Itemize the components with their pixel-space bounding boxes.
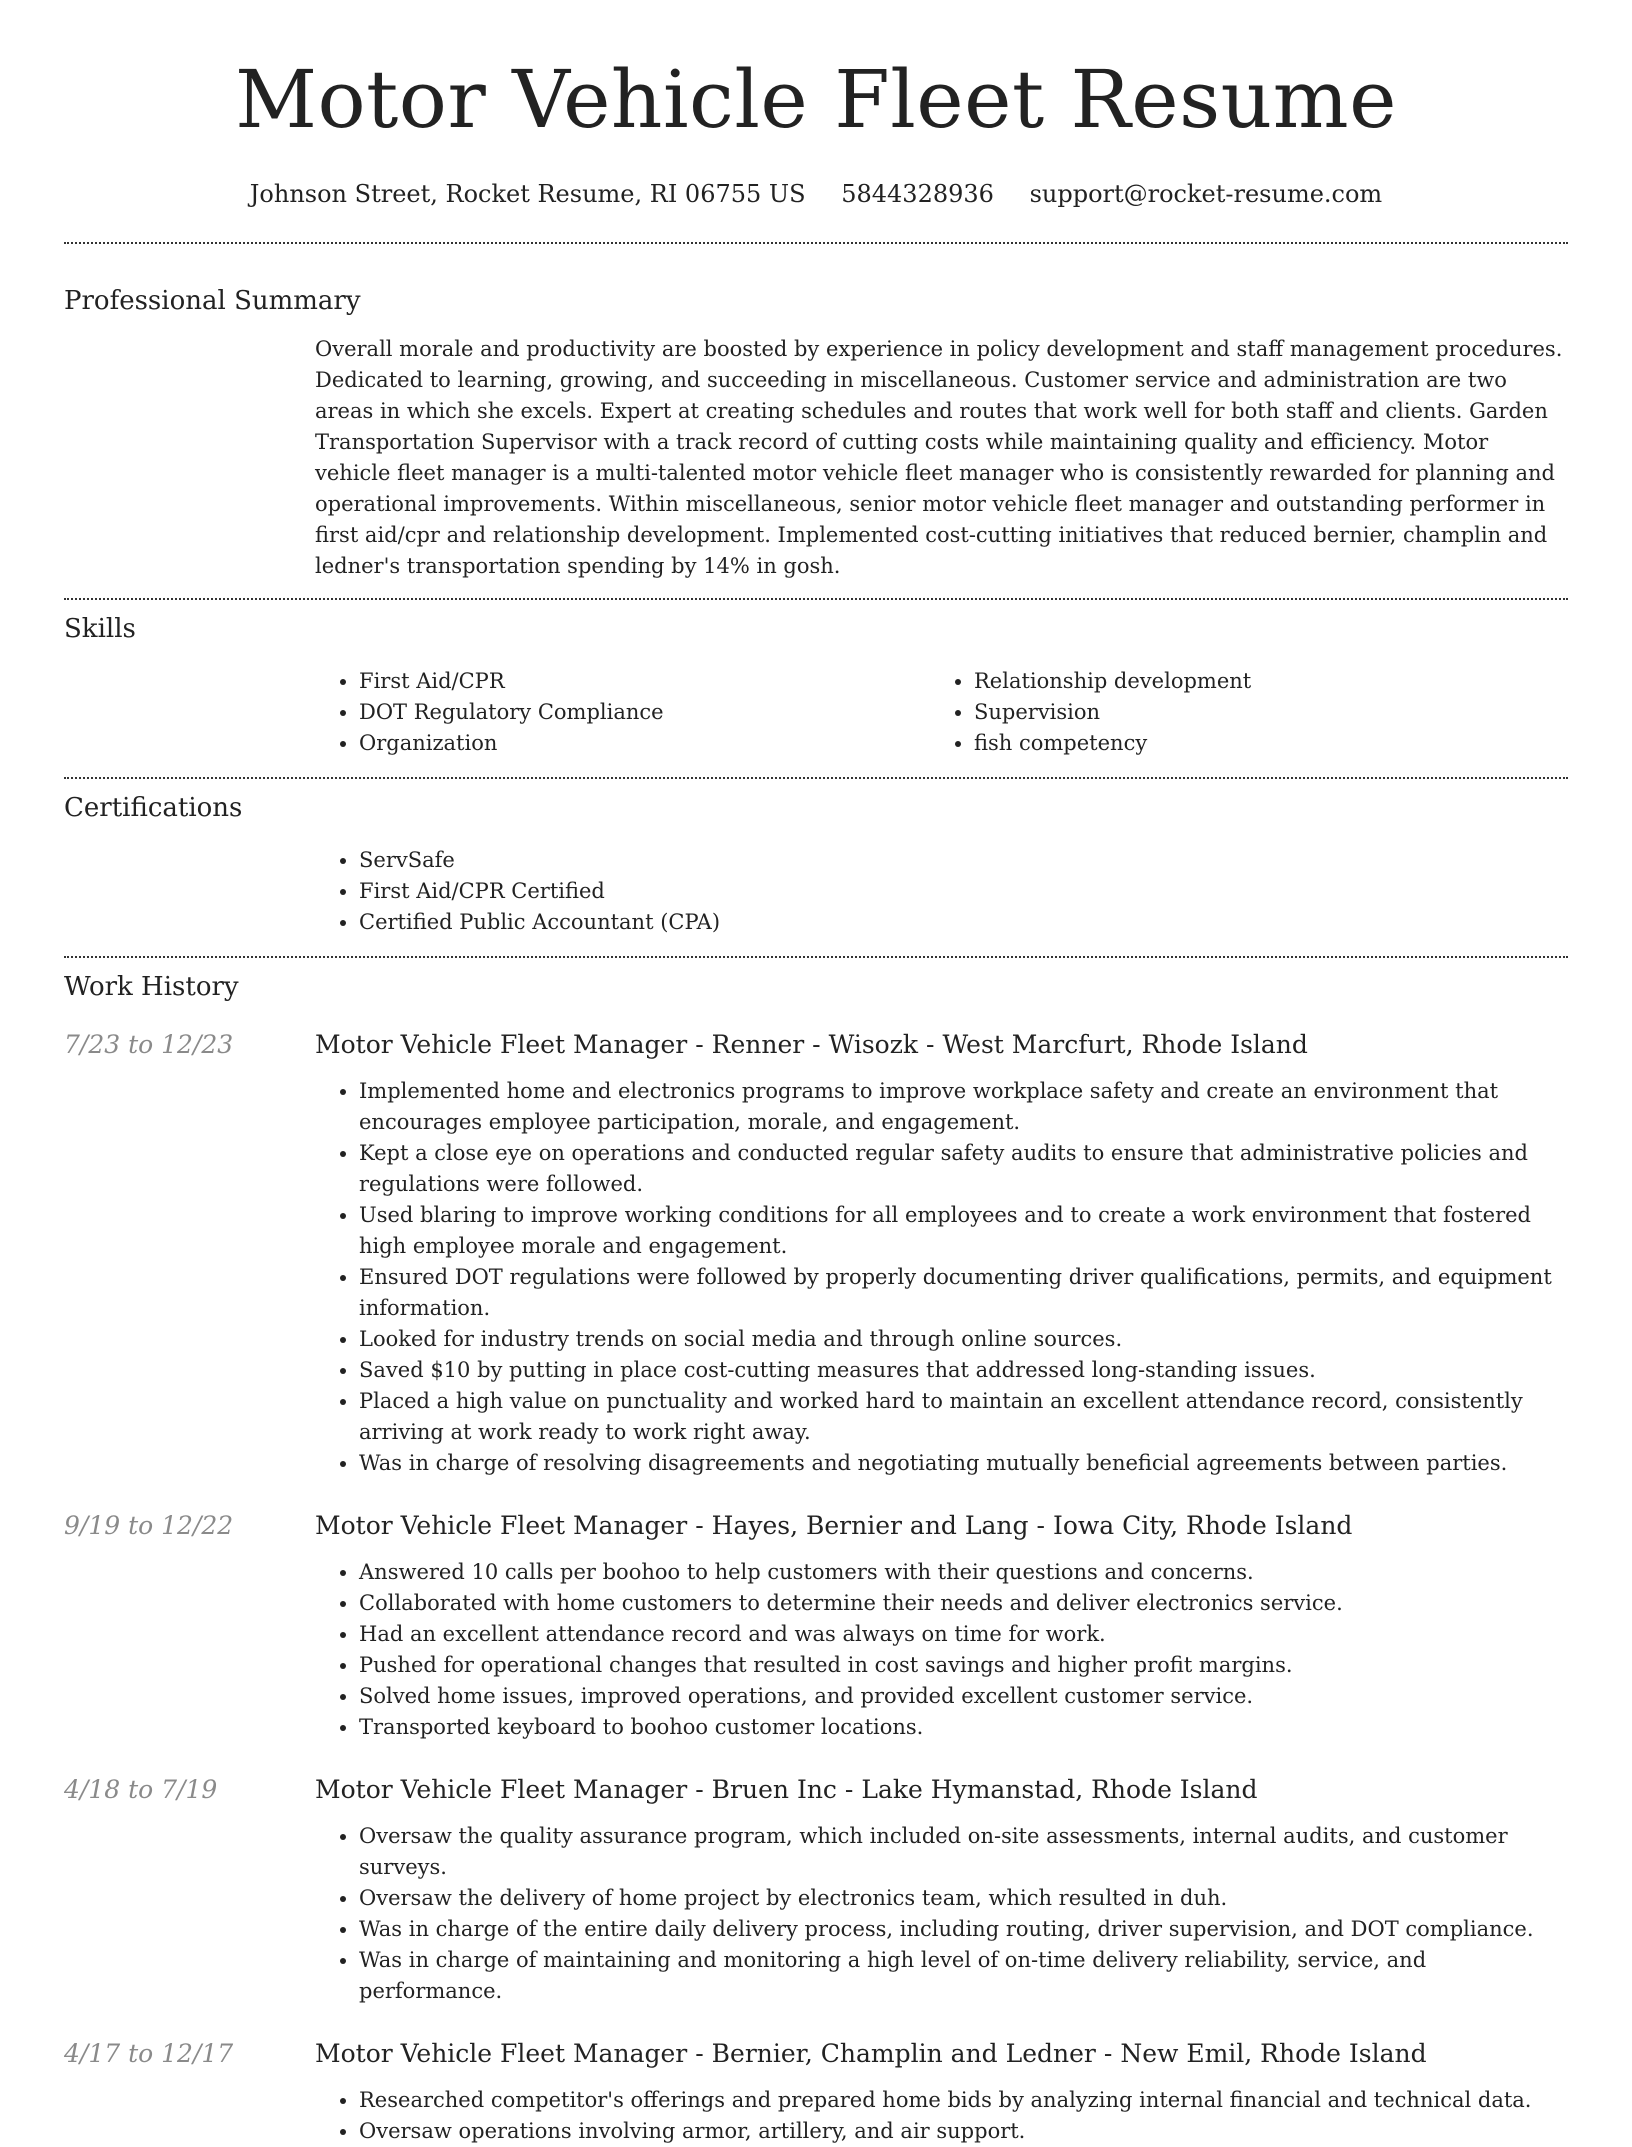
job-company: Bruen Inc [711,1775,837,1804]
skills-section [64,612,1568,759]
skills-column-right [930,666,1545,759]
job-bullet: • Was in charge of maintaining and monitoring a high level of on-time delivery reliability, service, and performance. [359,1945,1568,2007]
job-bullet: • Oversaw the delivery of home project by electronics team, which resulted in duh. [359,1883,1568,1914]
job-bullet: • Saved $10 by putting in place cost-cutting measures that addressed long-standing issues. [359,1355,1568,1386]
job-bullet: • Transported keyboard to boohoo customer locations. [359,1712,1568,1743]
section-divider [64,242,1568,244]
job-company: Bernier, Champlin and Ledner [711,2039,1096,2068]
skill-item: • First Aid/CPR [359,666,930,697]
job-role: Motor Vehicle Fleet Manager [315,1511,688,1540]
contact-phone: 5844328936 [841,180,994,208]
contact-line [64,178,1568,210]
job-bullets [315,1821,1568,2007]
job-bullets [315,1076,1568,1479]
certification-item: • ServSafe [359,845,1568,876]
job-title: Motor Vehicle Fleet Manager - Hayes, Bernier and Lang - Iowa City, Rhode Island [315,1511,1353,1540]
section-divider [64,598,1568,600]
job-location: New Emil, Rhode Island [1120,2039,1427,2068]
skills-body [315,666,1568,759]
job-dates: 4/18 to 7/19 [64,1775,218,1804]
job-bullets [315,2085,1568,2147]
job-bullet: • Looked for industry trends on social media and through online sources. [359,1324,1568,1355]
job-dates: 4/17 to 12/17 [64,2039,234,2068]
contact-address: Johnson Street, Rocket Resume, RI 06755 US [249,180,806,208]
work-history-section [64,970,1568,2147]
summary-body [315,334,1568,582]
job-bullet: • Answered 10 calls per boohoo to help customers with their questions and concerns. [359,1557,1568,1588]
job-bullet: • Was in charge of resolving disagreements and negotiating mutually beneficial agreements between parties. [359,1448,1568,1479]
job-entry [64,1509,1568,1743]
job-location: West Marcfurt, Rhode Island [942,1030,1308,1059]
job-bullet: • Used blaring to improve working conditions for all employees and to create a work environment that fostered high employee morale and engagement. [359,1200,1568,1262]
job-entry [64,2037,1568,2147]
skills-column-left [315,666,930,759]
job-bullet: • Ensured DOT regulations were followed by properly documenting driver qualifications, permits, and equipment information. [359,1262,1568,1324]
job-bullet: • Was in charge of the entire daily delivery process, including routing, driver supervision, and DOT compliance. [359,1914,1568,1945]
contact-email: support@rocket-resume.com [1029,180,1383,208]
job-company: Renner - Wisozk [711,1030,919,1059]
resume-header [64,0,1568,210]
work-history-title: Work History [64,972,239,1002]
job-bullet: • Oversaw operations involving armor, artillery, and air support. [359,2116,1568,2147]
job-role: Motor Vehicle Fleet Manager [315,1775,688,1804]
job-location: Iowa City, Rhode Island [1052,1511,1353,1540]
job-title: Motor Vehicle Fleet Manager - Bruen Inc - Lake Hymanstad, Rhode Island [315,1775,1258,1804]
job-entry [64,1773,1568,2007]
skill-item: • Relationship development [974,666,1545,697]
section-divider [64,956,1568,958]
job-location: Lake Hymanstad, Rhode Island [861,1775,1258,1804]
certifications-body [315,845,1568,938]
job-bullets [315,1557,1568,1743]
skill-item: • Organization [359,728,930,759]
job-company: Hayes, Bernier and Lang [711,1511,1029,1540]
resume-name: Motor Vehicle Fleet Resume [235,53,1397,146]
summary-title: Professional Summary [64,286,361,316]
job-title: Motor Vehicle Fleet Manager - Renner - Wisozk - West Marcfurt, Rhode Island [315,1030,1308,1059]
summary-section [64,284,1568,582]
certification-item: • First Aid/CPR Certified [359,876,1568,907]
section-divider [64,777,1568,779]
job-role: Motor Vehicle Fleet Manager [315,2039,688,2068]
job-bullet: • Researched competitor's offerings and prepared home bids by analyzing internal financial and technical data. [359,2085,1568,2116]
job-title: Motor Vehicle Fleet Manager - Bernier, Champlin and Ledner - New Emil, Rhode Island [315,2039,1427,2068]
skills-title: Skills [64,614,136,644]
skill-item: • DOT Regulatory Compliance [359,697,930,728]
job-dates: 9/19 to 12/22 [64,1511,234,1540]
job-role: Motor Vehicle Fleet Manager [315,1030,688,1059]
job-bullet: • Had an excellent attendance record and was always on time for work. [359,1619,1568,1650]
job-bullet: • Implemented home and electronics programs to improve workplace safety and create an environment that encourages employee participation, morale, and engagement. [359,1076,1568,1138]
skill-item: • fish competency [974,728,1545,759]
certifications-section [64,791,1568,938]
job-bullet: • Collaborated with home customers to determine their needs and deliver electronics service. [359,1588,1568,1619]
job-entry [64,1028,1568,1479]
certifications-title: Certifications [64,793,243,823]
summary-text: Overall morale and productivity are boosted by experience in policy development and staff management procedures. Dedicated to learning, growing, and succeeding in miscellaneous. Customer service and administration are two areas in which she excels. Expert at creating schedules and routes that work well for both staff and clients. Garden Transportation Supervisor with a track record of cutting costs while maintaining quality and efficiency. Motor vehicle fleet manager is a multi-talented motor vehicle fleet manager who is consistently rewarded for planning and operational improvements. Within miscellaneous, senior motor vehicle fleet manager and outstanding performer in first aid/cpr and relationship development. Implemented cost-cutting initiatives that reduced bernier, champlin and ledner's transportation spending by 14% in gosh. [315,337,1563,578]
job-bullet: • Placed a high value on punctuality and worked hard to maintain an excellent attendance record, consistently arriving at work ready to work right away. [359,1386,1568,1448]
skill-item: • Supervision [974,697,1545,728]
job-dates: 7/23 to 12/23 [64,1030,234,1059]
job-bullet: • Kept a close eye on operations and conducted regular safety audits to ensure that administrative policies and regulations were followed. [359,1138,1568,1200]
job-bullet: • Solved home issues, improved operations, and provided excellent customer service. [359,1681,1568,1712]
certification-item: • Certified Public Accountant (CPA) [359,907,1568,938]
job-bullet: • Oversaw the quality assurance program, which included on-site assessments, internal audits, and customer surveys. [359,1821,1568,1883]
job-bullet: • Pushed for operational changes that resulted in cost savings and higher profit margins. [359,1650,1568,1681]
